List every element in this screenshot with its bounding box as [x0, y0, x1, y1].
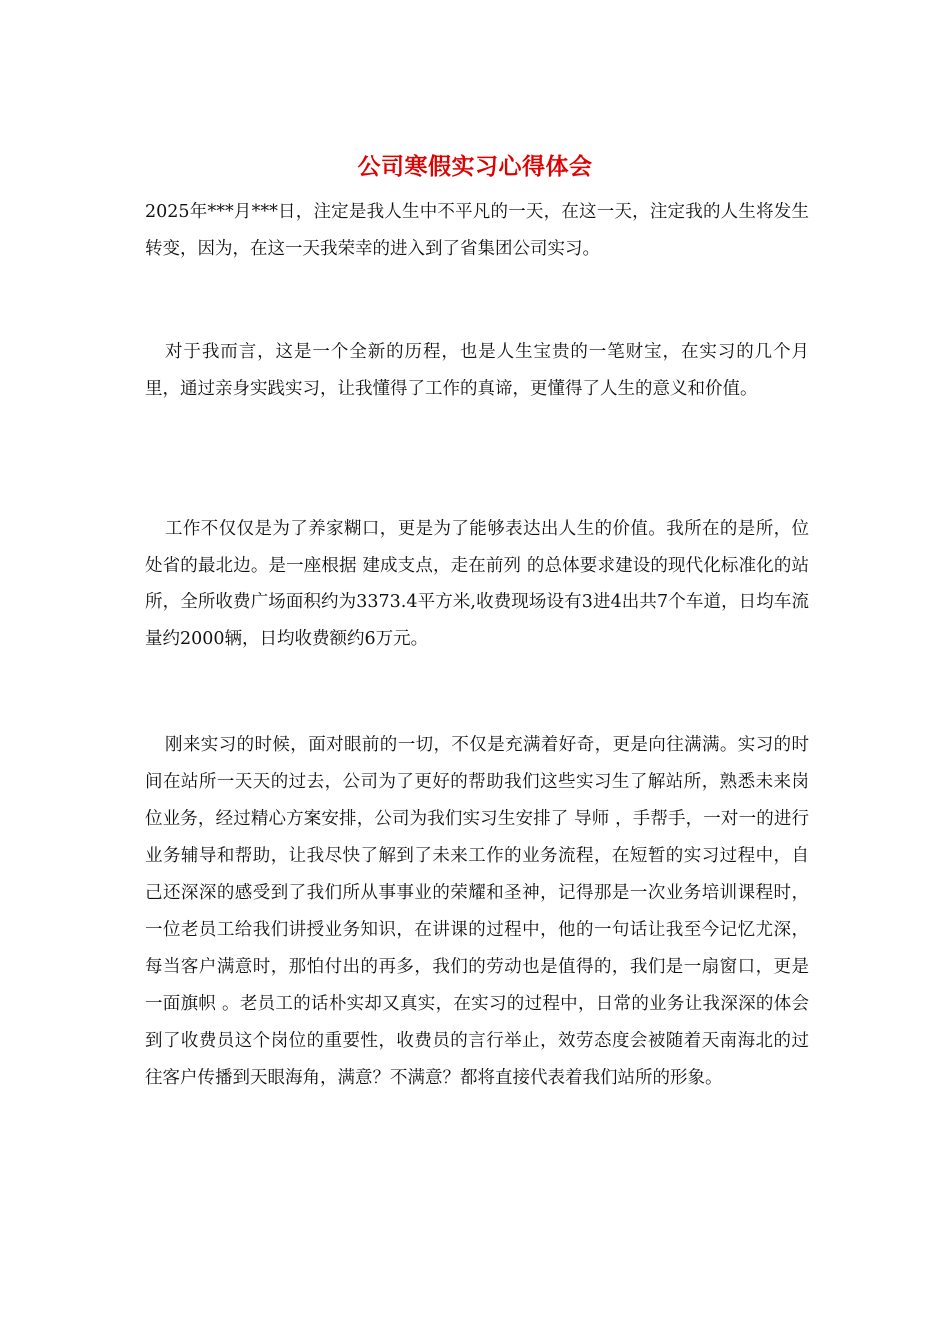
paragraph-3: 工作不仅仅是为了养家糊口，更是为了能够表达出人生的价值。我所在的是所，位处省的最北边。是一座根据 建成支点，走在前列 的总体要求建设的现代化标准化的站所，全所收费广场面积约为3373.4平方米,收费现场设有3进4出共7个车道，日均车流量约2000辆，日均收费额约6万元。: [145, 519, 809, 649]
paragraph-2: 对于我而言，这是一个全新的历程，也是人生宝贵的一笔财宝，在实习的几个月里，通过亲身实践实习，让我懂得了工作的真谛，更懂得了人生的意义和价值。: [145, 342, 809, 399]
paragraph-1: 2025年***月***日，注定是我人生中不平凡的一天，在这一天，注定我的人生将发生转变，因为，在这一天我荣幸的进入到了省集团公司实习。: [145, 202, 809, 259]
paragraph-4: 刚来实习的时候，面对眼前的一切，不仅是充满着好奇，更是向往满满。实习的时间在站所一天天的过去，公司为了更好的帮助我们这些实习生了解站所，熟悉未来岗位业务，经过精心方案安排，公司为我们实习生安排了 导师 ，手帮手，一对一的进行业务辅导和帮助，让我尽快了解到了未来工作的业务流程，在短暂的实习过程中，自己还深深的感受到了我们所从事事业的荣耀和圣神，记得那是一次业务培训课程时，一位老员工给我们讲授业务知识，在讲课的过程中，他的一句话让我至今记忆尤深， 每当客户满意时，那怕付出的再多，我们的劳动也是值得的，我们是一扇窗口，更是一面旗帜 。老员工的话朴实却又真实，在实习的过程中，日常的业务让我深深的体会到了收费员这个岗位的重要性，收费员的言行举止，效劳态度会被随着天南海北的过往客户传播到天眼海角，满意？不满意？都将直接代表着我们站所的形象。: [145, 735, 809, 1088]
document-title: 公司寒假实习心得体会: [357, 153, 593, 180]
